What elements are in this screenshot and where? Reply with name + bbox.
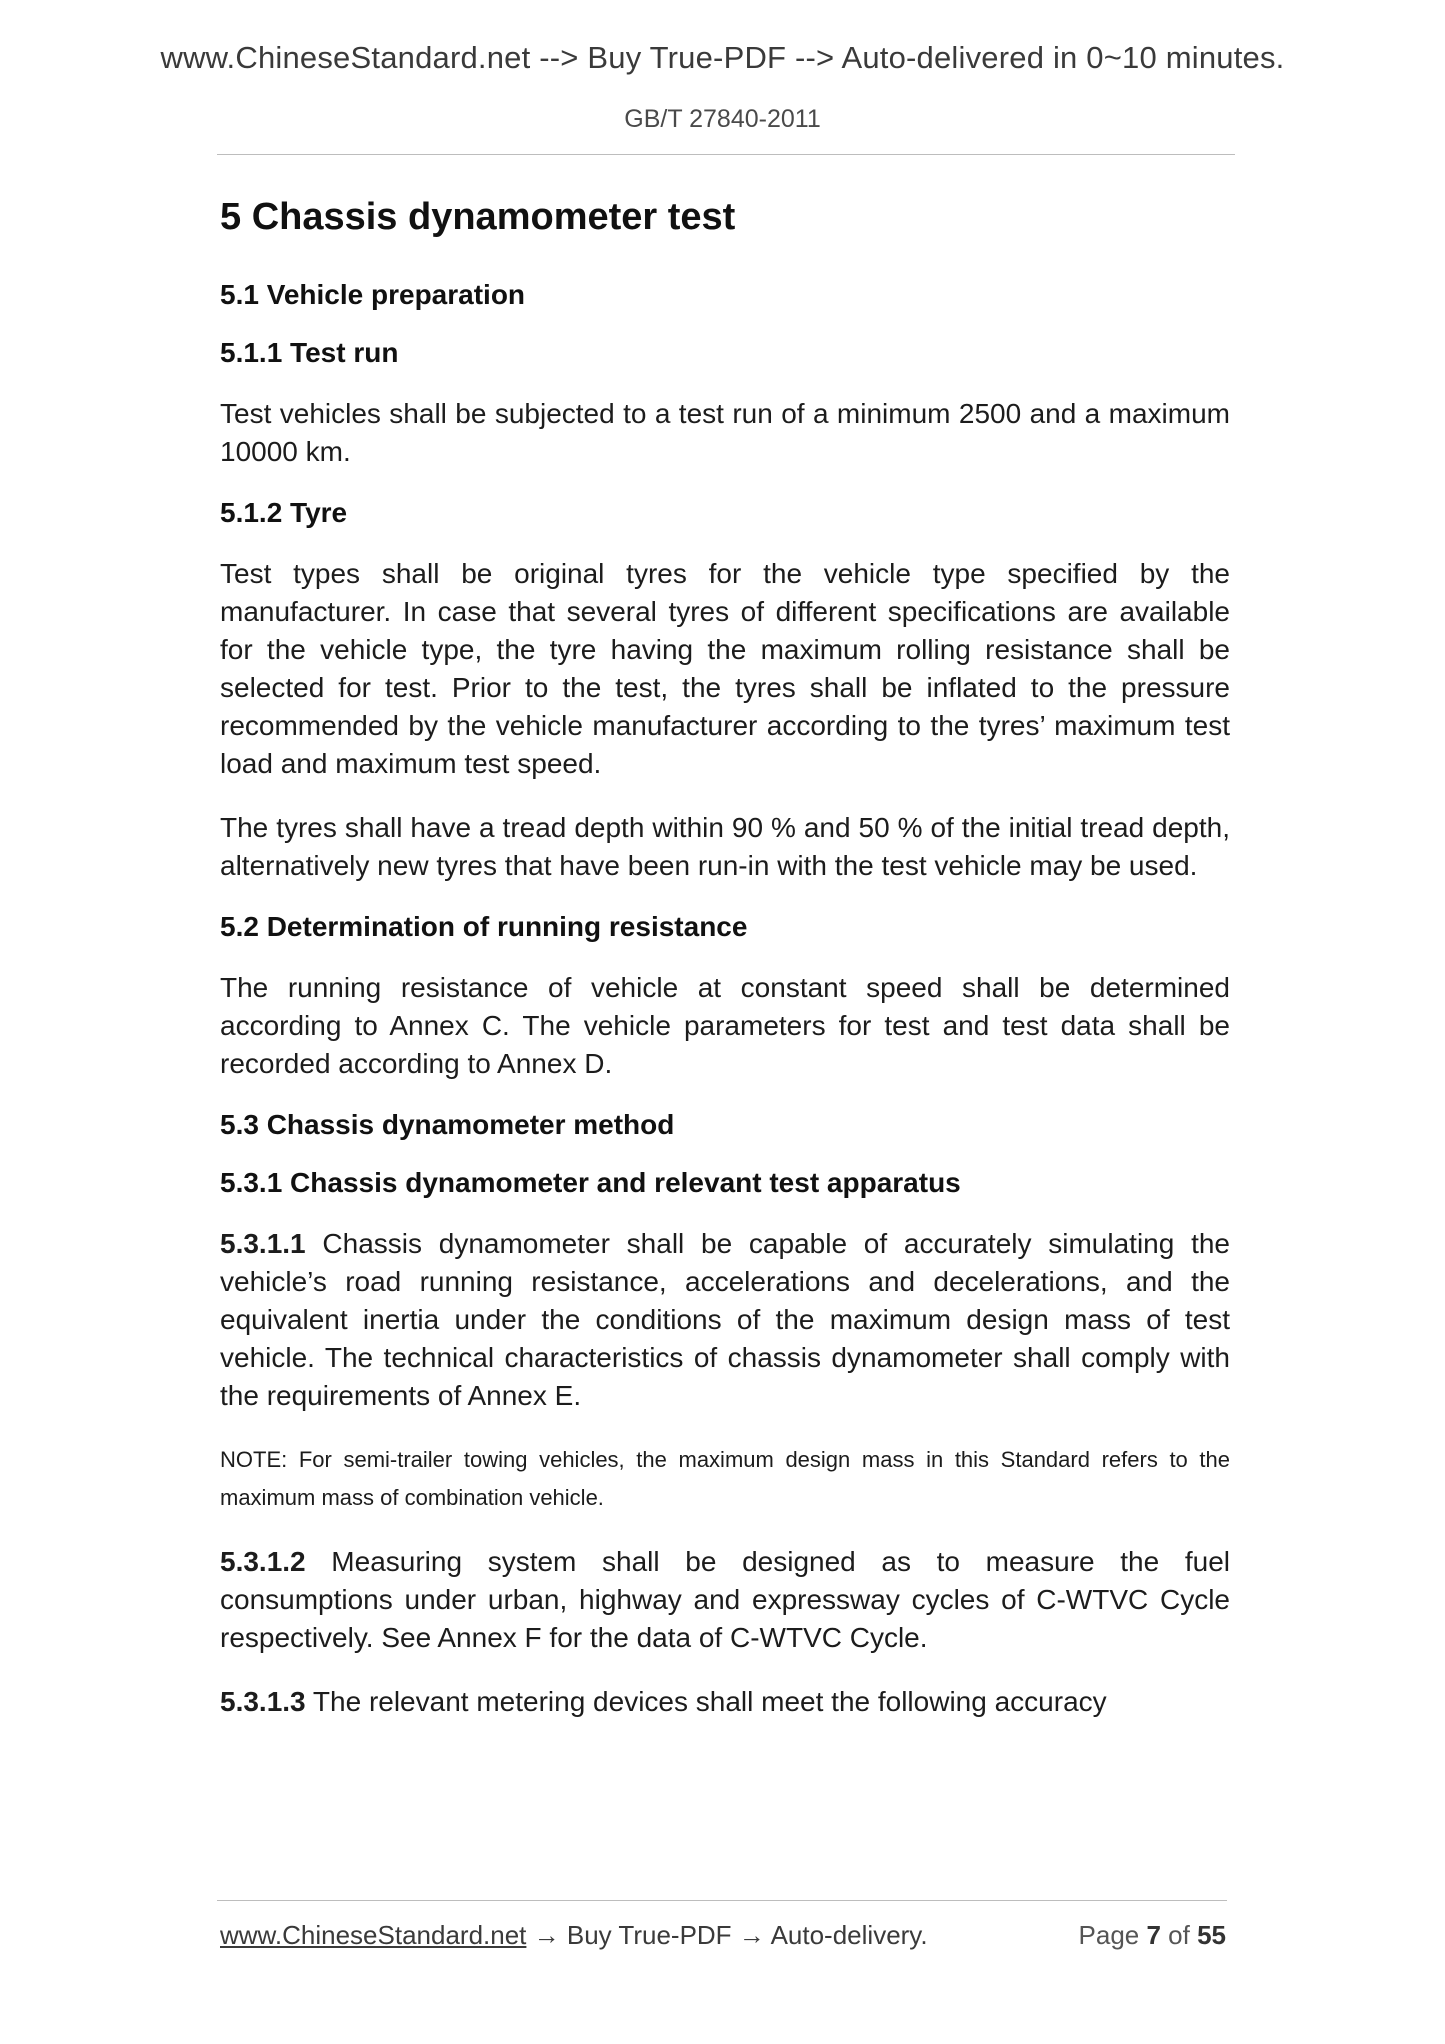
page-of-label: of [1160,1920,1198,1950]
paragraph-5-2: The running resistance of vehicle at constant speed shall be determined according to Annex C. The vehicle parameters for test and test data shall be recorded according to Annex D. [220,972,1230,1079]
clause-text-5-3-1-3: The relevant metering devices shall meet the following accuracy [305,1686,1107,1717]
paragraph-5-3-1-1 [220,1225,1230,1415]
page-indicator [1079,1920,1226,1951]
clause-number-5-3-1-2: 5.3.1.2 [220,1546,306,1577]
page-total: 55 [1197,1920,1226,1950]
paragraph-5-3-1-2 [220,1543,1230,1657]
heading-5-1-1: 5.1.1 Test run [220,337,399,368]
note-paragraph: NOTE: For semi-trailer towing vehicles, the maximum design mass in this Standard refers to the maximum mass of combination vehicle. [220,1447,1230,1510]
clause-text-5-3-1-2: Measuring system shall be designed as to measure the fuel consumptions under urban, highway and expressway cycles of C-WTVC Cycle respectively. See Annex F for the data of C-WTVC Cycle. [220,1546,1230,1653]
standard-code: GB/T 27840-2011 [624,105,821,133]
clause-number-5-3-1-3: 5.3.1.3 [220,1686,306,1717]
footer-divider [217,1900,1227,1901]
paragraph-5-3-1-3 [220,1683,1230,1721]
heading-5-1-2: 5.1.2 Tyre [220,497,348,528]
paragraph-5-1-2-a: Test types shall be original tyres for the vehicle type specified by the manufacturer. In case that several tyres of different specifications are available for the vehicle type, the tyre having the maximum rolling resistance shall be selected for test. Prior to the test, the tyres shall be inflated to the pressure recommended by the vehicle manufacturer according to the tyres’ maximum test load and maximum test speed. [220,558,1230,779]
paragraph-5-1-2-b: The tyres shall have a tread depth within 90 % and 50 % of the initial tread depth, alternatively new tyres that have been run-in with the test vehicle may be used. [220,812,1230,881]
footer-site-link[interactable]: www.ChineseStandard.net [220,1920,527,1950]
clause-text-5-3-1-1: Chassis dynamometer shall be capable of accurately simulating the vehicle’s road running resistance, accelerations and decelerations, and the equivalent inertia under the conditions of the maximum design mass of test vehicle. The technical characteristics of chassis dynamometer shall comply with the requirements of Annex E. [220,1228,1230,1411]
heading-5-1: 5.1 Vehicle preparation [220,279,526,310]
paragraph-5-1-1: Test vehicles shall be subjected to a test run of a minimum 2500 and a maximum 10000 km. [220,398,1230,467]
clause-number-5-3-1-1: 5.3.1.1 [220,1228,306,1259]
heading-5-3: 5.3 Chassis dynamometer method [220,1109,675,1140]
heading-5-3-1: 5.3.1 Chassis dynamometer and relevant test apparatus [220,1167,961,1198]
heading-5-2: 5.2 Determination of running resistance [220,911,748,942]
footer-promo [220,1920,928,1951]
page-current: 7 [1146,1920,1161,1950]
page-label: Page [1078,1920,1147,1950]
top-banner: www.ChineseStandard.net --> Buy True-PDF --> Auto-delivered in 0~10 minutes. [160,40,1285,75]
document-body [220,196,1230,1747]
header-divider [217,154,1235,155]
footer-tagline: → Buy True-PDF → Auto-delivery. [526,1920,928,1950]
section-title: 5 Chassis dynamometer test [220,196,736,238]
